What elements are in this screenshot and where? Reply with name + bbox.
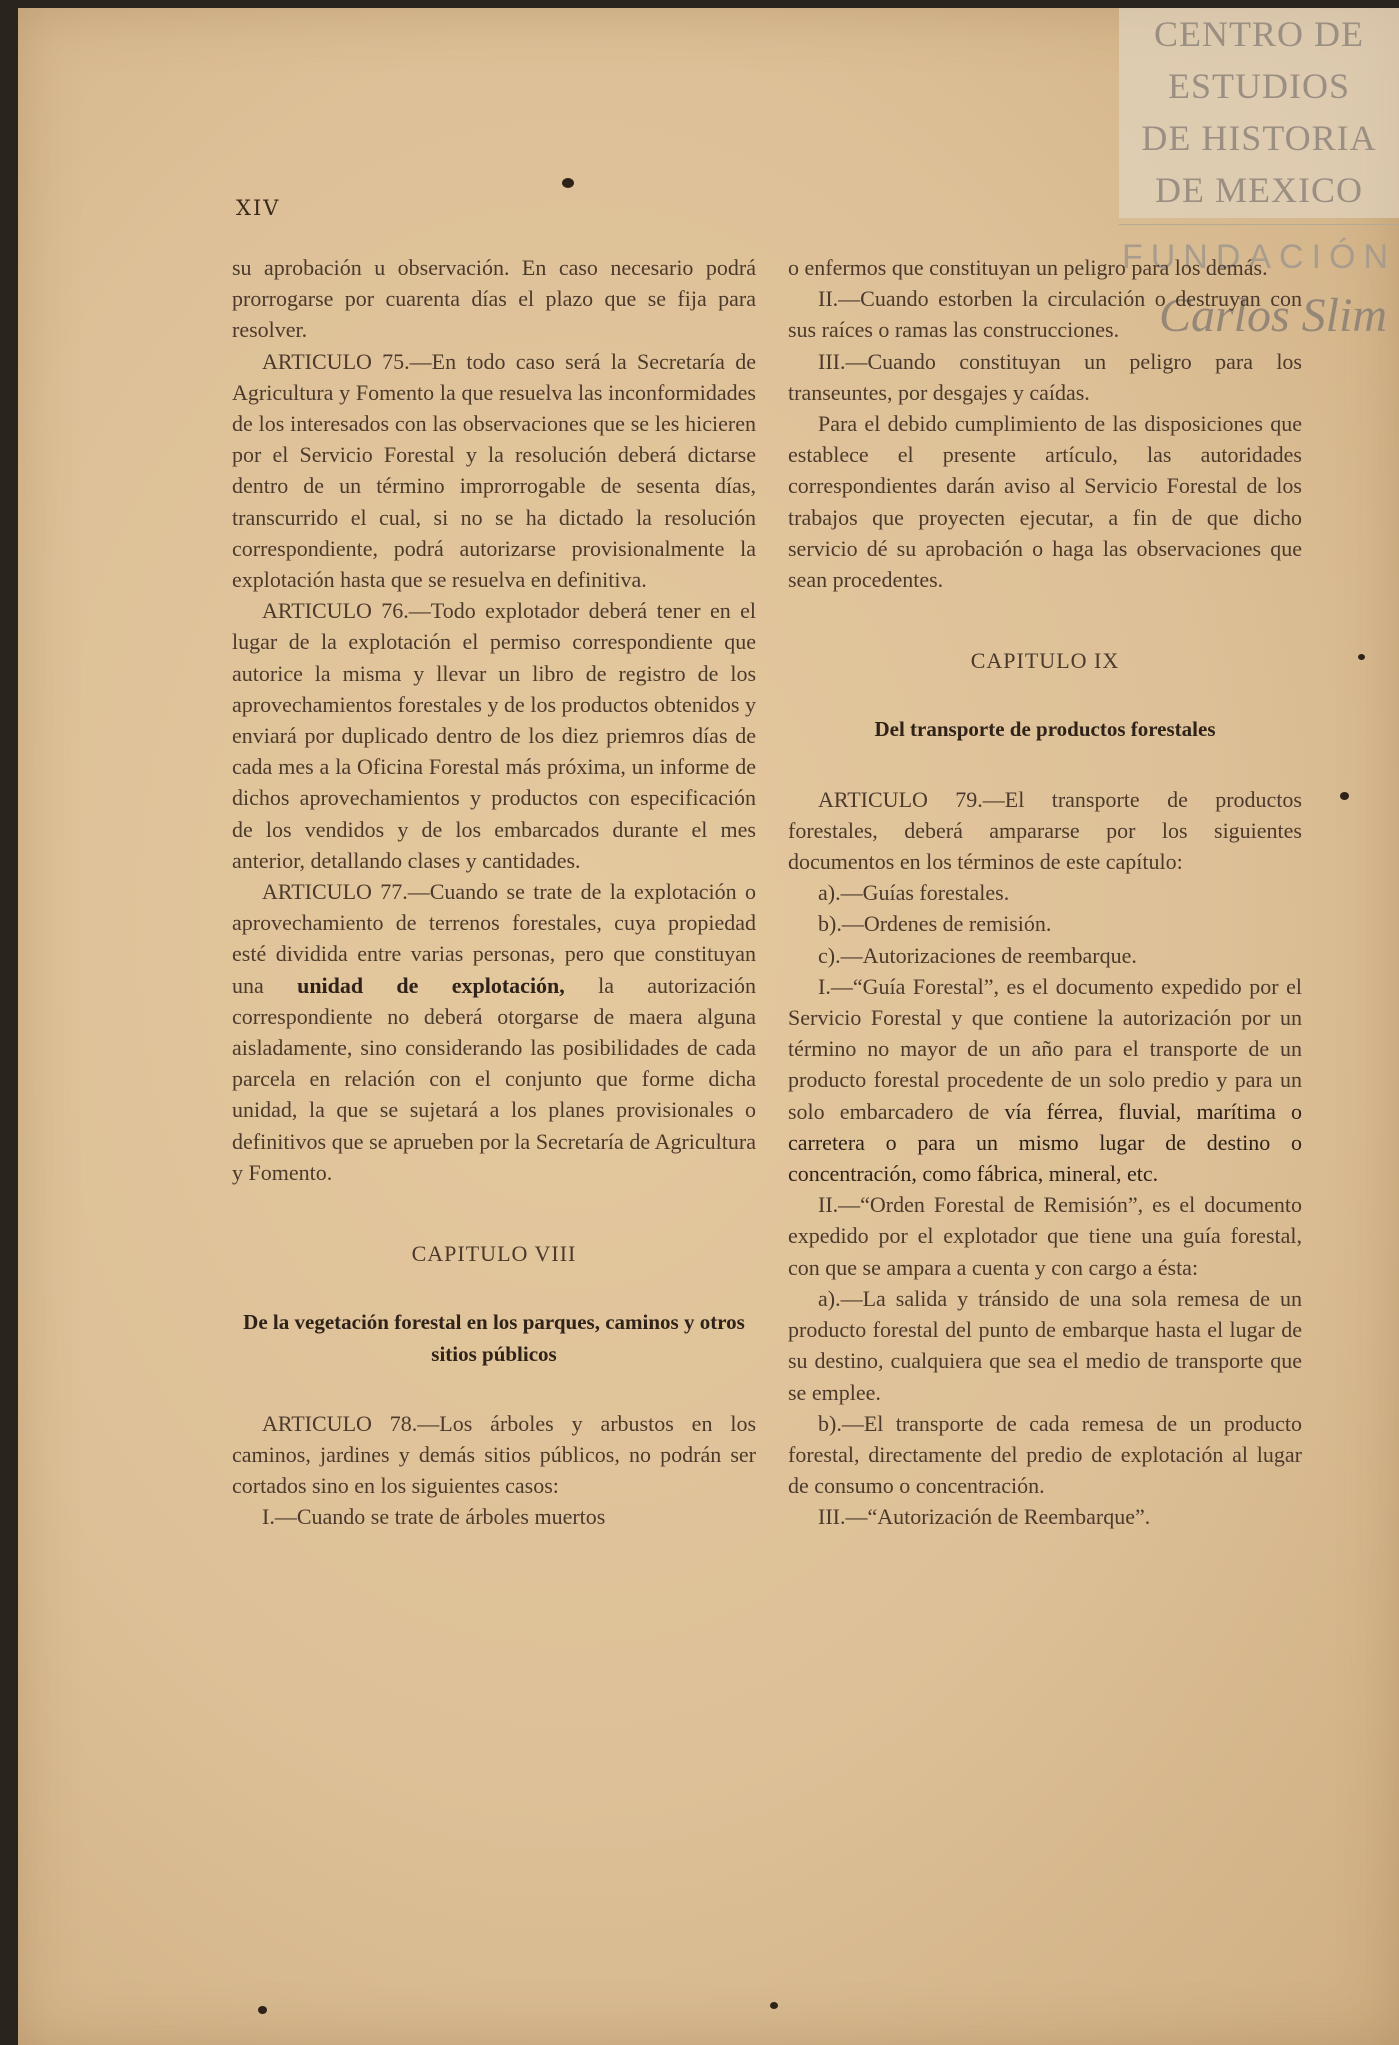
- article-79: ARTICULO 79.—El transporte de productos forestales, deberá ampararse por los siguientes documentos en los términos de este capítulo:: [788, 786, 1302, 875]
- article-75: ARTICULO 75.—En todo caso será la Secretaría de Agricultura y Fomento la que resuelva las inconformidades de los interesados con las observaciones que se les hicieren por el Servicio Forestal y la resolución deberá dictarse dentro de un término improrrogable de sesenta días, transcurrido el cual, si no se ha dictado la resolución correspondiente, podrá autorizarse provisionalmente la explotación hasta que se resuelva en definitiva.: [232, 348, 756, 593]
- chapter-title: CAPITULO IX: [970, 648, 1120, 674]
- paragraph: o enfermos que constituyan un peligro para los demás.: [788, 255, 1268, 280]
- list-item: c).—Autorizaciones de reembarque.: [818, 942, 1137, 968]
- list-item: b).—Ordenes de remisión.: [818, 911, 1052, 937]
- paragraph: [788, 971, 1302, 1189]
- spacer: [232, 1269, 756, 1307]
- list-item: b).—El transporte de cada remesa de un producto forestal, directamente del predio de explotación al lugar de consumo o concentración.: [788, 1410, 1302, 1499]
- spacer: [788, 595, 1302, 645]
- article-77-emphasis: unidad de explotación,: [297, 972, 565, 998]
- article-76: ARTICULO 76.—Todo explotador deberá tener en el lugar de la explotación el permiso correspondiente que autorice la misma y llevar un libro de registro de los aprovechamientos forestales y de los productos obtenidos y enviará por duplicado dentro de los diez priemros días de cada mes a la Oficina Forestal más próxima, un informe de dichos aprovechamientos y productos con especificación de los vendidos y de los embarcados durante el mes anterior, detallando clases y cantidades.: [232, 598, 756, 873]
- spacer: [232, 1188, 756, 1238]
- paragraph-text-a: I.—“Guía Forestal”, es el documento expedido por el Servicio Forestal y que contiene la autorización por un término no mayor de un año para el transporte de un producto forestal procedente de un solo predio y para un solo embarcadero de: [788, 973, 1302, 1124]
- right-column: [788, 252, 1302, 1533]
- paper-speck: [1358, 654, 1365, 660]
- paragraph: III.—“Autorización de Reembarque”.: [818, 1504, 1151, 1530]
- chapter-title: CAPITULO VIII: [411, 1241, 577, 1267]
- archive-watermark: [1119, 8, 1399, 218]
- watermark-line: ESTUDIOS: [1167, 66, 1350, 106]
- list-item: a).—La salida y tránsido de una sola remesa de un producto forestal del punto de embarque hasta el lugar de su destino, cualquiera que sea el medio de transporte que se emplee.: [788, 1285, 1302, 1405]
- spacer: [788, 676, 1302, 714]
- left-column: [232, 252, 756, 1533]
- paragraph: I.—Cuando se trate de árboles muertos: [262, 1504, 606, 1530]
- chapter-subtitle: Del transporte de productos forestales: [874, 717, 1216, 742]
- paragraph: III.—Cuando constituyan un peligro para los transeuntes, por desgajes y caídas.: [788, 348, 1302, 405]
- paragraph-text-b: vía férrea, fluvial, marítima o carretera o para un mismo lugar de destino o concentración, como fábrica, mineral, etc.: [788, 1098, 1303, 1187]
- watermark-line: DE MEXICO: [1155, 170, 1363, 210]
- watermark-fundacion: FUNDACIÓN: [1121, 238, 1397, 276]
- article-77-text-b: la autorización correspondiente no deberá otorgarse de maera alguna aisladamente, sino considerando las posibilidades de cada parcela en relación con el conjunto que forme dicha unidad, la que se sujetará a los planes provisionales o definitivos que se aprueben por la Secretaría de Agricultura y Fomento.: [232, 972, 757, 1185]
- document-page: [18, 8, 1399, 2045]
- spacer: [232, 1370, 756, 1408]
- list-item: a).—Guías forestales.: [818, 880, 1010, 906]
- article-77-text-a: ARTICULO 77.—Cuando se trate de la explotación o aprovechamiento de terrenos forestales, cuya propiedad esté dividida entre varias personas, pero que constituyan una: [232, 879, 756, 998]
- paragraph: II.—Cuando estorben la circulación o destruyan con sus raíces o ramas las construcciones.: [788, 286, 1302, 343]
- paper-speck: [562, 178, 574, 188]
- paragraph: II.—“Orden Forestal de Remisión”, es el documento expedido por el explotador que tiene una guía forestal, con que se ampara a cuenta y con cargo a ésta:: [788, 1192, 1302, 1280]
- watermark-signature: Carlos Slim: [1158, 289, 1387, 342]
- paper-speck: [770, 2002, 778, 2009]
- paragraph: Para el debido cumplimiento de las disposiciones que establece el presente artículo, las autoridades correspondientes darán aviso al Servicio Forestal de los trabajos que proyecten ejecutar, a fin de que dicho servicio dé su aprobación o haga las observaciones que sean procedentes.: [788, 411, 1302, 593]
- paragraph: su aprobación u observación. En caso necesario podrá prorrogarse por cuarenta días el plazo que se fija para resolver.: [232, 255, 756, 343]
- paper-speck: [1340, 792, 1349, 800]
- watermark-line: CENTRO DE: [1154, 14, 1364, 54]
- page-number: XIV: [236, 196, 281, 220]
- paper-speck: [258, 2006, 267, 2014]
- chapter-subtitle: De la vegetación forestal en los parques, caminos y otros sitios públicos: [243, 1310, 745, 1366]
- article-78: ARTICULO 78.—Los árboles y arbustos en los caminos, jardines y demás sitios públicos, no podrán ser cortados sino en los siguientes casos:: [232, 1410, 756, 1499]
- watermark-line: DE HISTORIA: [1141, 118, 1377, 158]
- spacer: [788, 746, 1302, 784]
- article-77: [232, 876, 756, 1188]
- watermark-divider: [1119, 224, 1399, 225]
